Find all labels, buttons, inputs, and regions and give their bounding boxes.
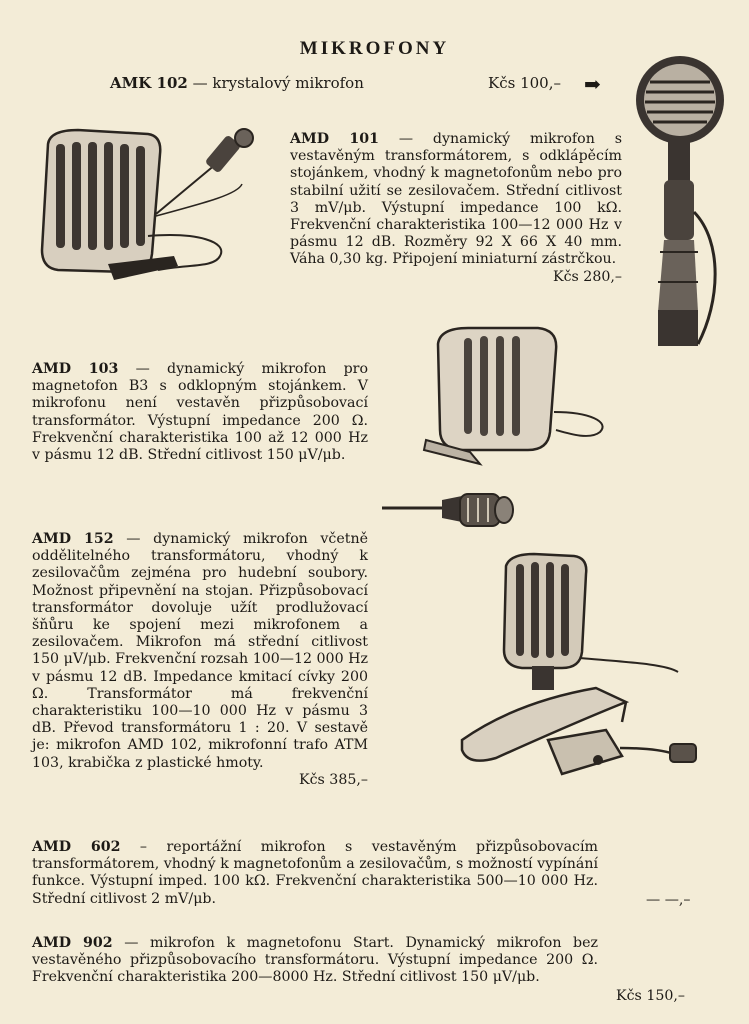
arrow-right-icon: ➡ [584, 72, 601, 96]
amd101-microphone-illustration [38, 124, 268, 284]
connector-plug-illustration [382, 490, 518, 530]
amd602-price: — —,– [646, 892, 691, 908]
amd602-model: AMD 602 [32, 839, 121, 855]
amk102-microphone-illustration [628, 52, 730, 348]
amd152-price: Kčs 385,– [298, 771, 368, 788]
amk102-price: Kčs 100,– [488, 74, 561, 92]
amd602-text: – reportážní mikrofon s vestavěným přizpůsobovacím transformátorem, vhodný k magnetofonům a zesilovačům, s možností vypínání funkce. Výstupní imped. 100 kΩ. Frekvenční charakteristika 500—10 000 Hz. Střední citlivost 2 mV/μb. [32, 839, 598, 907]
amd902-model: AMD 902 [32, 935, 113, 951]
amk102-line [110, 74, 364, 92]
amd152-model: AMD 152 [32, 531, 114, 547]
amd152-description [32, 531, 368, 789]
amd101-description [290, 131, 622, 286]
amd101-price: Kčs 280,– [552, 268, 622, 285]
amd103-text: — dynamický mikrofon pro magnetofon B3 s odklopným stojánkem. V mikrofonu není vestavěn přizpůsobovací transformátor. Výstupní impedance 200 Ω. Frekvenční charakteristika 100 až 12 000 Hz v pásmu 12 dB. Střední citlivost 150 μV/μb. [32, 361, 368, 464]
page-title: MIKROFONY [299, 38, 450, 59]
amd602-description [32, 839, 598, 908]
amd902-price: Kčs 150,– [616, 988, 686, 1004]
amk102-model: AMK 102 [110, 74, 188, 92]
amd101-model: AMD 101 [290, 131, 379, 147]
amd101-text: — dynamický mikrofon s vestavěným transformátorem, s odklápěcím stojánkem, vhodný k magnetofonům nebo pro stabilní užití se zesilovačem. Střední citlivost 3 mV/μb. Výstupní impedance 100 kΩ. Frekvenční charakteristika 100—12 000 Hz v pásmu 12 dB. Rozměry 92 X 66 X 40 mm. Váha 0,30 kg. Připojení miniaturní zástrčkou. [290, 131, 622, 268]
amd902-text: — mikrofon k magnetofonu Start. Dynamický mikrofon bez vestavěného přizpůsobovacího transformátoru. Výstupní impedance 200 Ω. Frekvenční charakteristika 200—8000 Hz. Střední citlivost 150 μV/μb. [32, 935, 598, 986]
amd103-description [32, 361, 368, 464]
amd902-description [32, 935, 598, 987]
amk102-desc: — krystalový mikrofon [187, 74, 364, 92]
amd152-text: — dynamický mikrofon včetně oddělitelného transformátoru, vhodný k zesilovačům zejména pro hudební soubory. Možnost připevnění na stojan. Přizpůsobovací transformátor dovoluje užít prodlužovací šňůru ke spojení mezi mikrofonem a zesilovačem. Mikrofon má střední citlivost 150 μV/μb. Frekvenční rozsah 100—12 000 Hz v pásmu 12 dB. Impedance kmitací cívky 200 Ω. Transformátor má frekvenční charakteristiku 100—10 000 Hz v pásmu 3 dB. Převod transformátoru 1 : 20. V sestavě je: mikrofon AMD 102, mikrofonní trafo ATM 103, krabička z plastické hmoty. [32, 531, 369, 771]
amd103-model: AMD 103 [32, 361, 119, 377]
amd152-microphone-illustration [456, 552, 706, 784]
amd103-microphone-illustration [420, 322, 620, 470]
